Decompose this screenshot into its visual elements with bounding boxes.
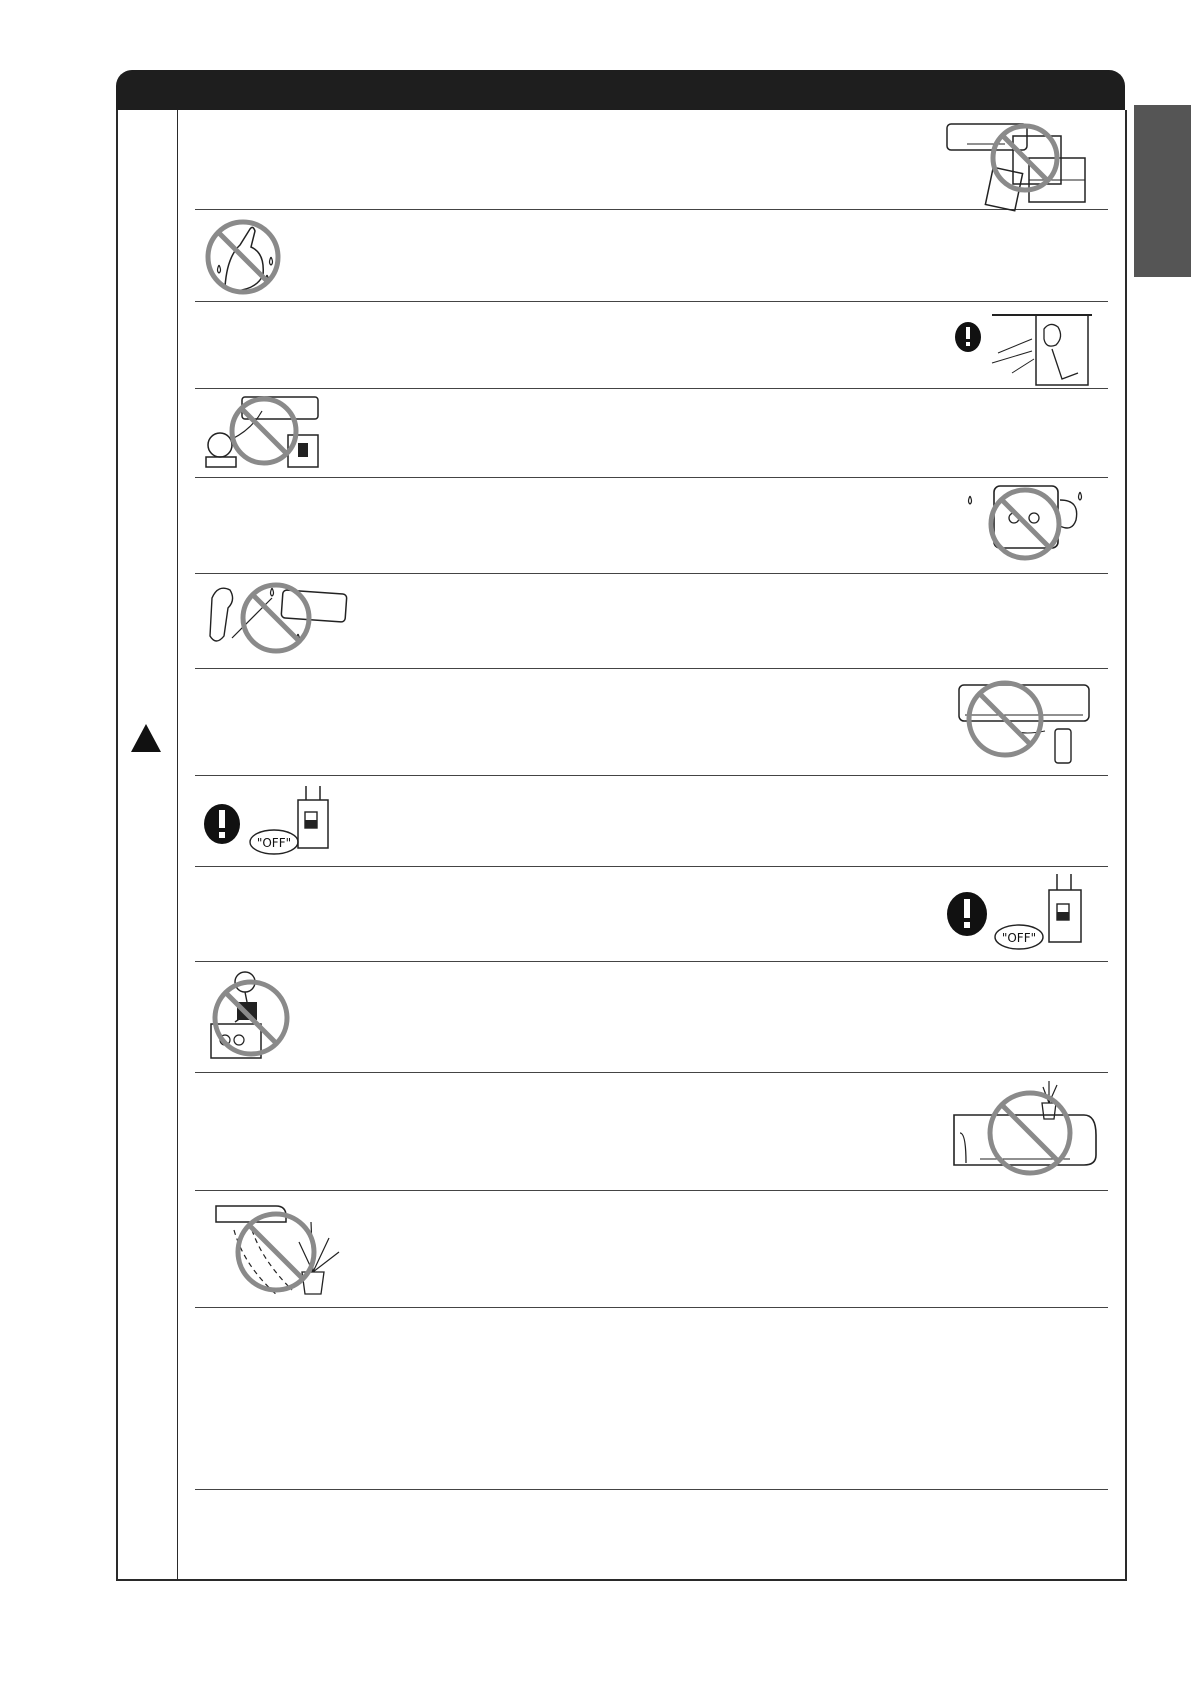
mandatory-switch-off-breaker-icon [202, 782, 352, 862]
side-section-tab[interactable] [1134, 105, 1191, 277]
row-divider [195, 301, 1108, 302]
prohibit-object-on-unit-icon [950, 1075, 1100, 1185]
row-divider [195, 573, 1108, 574]
row-divider [195, 775, 1108, 776]
prohibit-wet-hands-icon [205, 217, 285, 297]
row-divider [195, 961, 1108, 962]
prohibit-standing-on-outdoor-unit-icon [205, 968, 295, 1068]
row-divider [195, 209, 1108, 210]
row-divider [195, 1072, 1108, 1073]
row-divider [195, 1489, 1108, 1490]
warning-triangle-icon [130, 722, 162, 754]
prohibit-airflow-on-plant-icon [212, 1196, 372, 1306]
row-divider [195, 1190, 1108, 1191]
mandatory-ventilate-window-icon [952, 303, 1102, 388]
prohibit-furniture-under-unit-icon [945, 118, 1085, 208]
row-divider [195, 388, 1108, 389]
off-label: "OFF" [1001, 931, 1037, 945]
row-divider [195, 668, 1108, 669]
left-column-divider [177, 110, 178, 1579]
row-divider [195, 866, 1108, 867]
prohibit-water-spray-icon [202, 578, 352, 663]
prohibit-hanging-on-unit-icon [950, 480, 1100, 570]
prohibit-insecticide-spray-icon [955, 675, 1095, 770]
off-label: "OFF" [256, 836, 292, 850]
row-divider [195, 1307, 1108, 1308]
mandatory-switch-off-breaker-icon [945, 872, 1095, 952]
warning-header-bar [116, 70, 1125, 110]
row-divider [195, 477, 1108, 478]
prohibit-heat-steam-source-icon [202, 393, 342, 473]
